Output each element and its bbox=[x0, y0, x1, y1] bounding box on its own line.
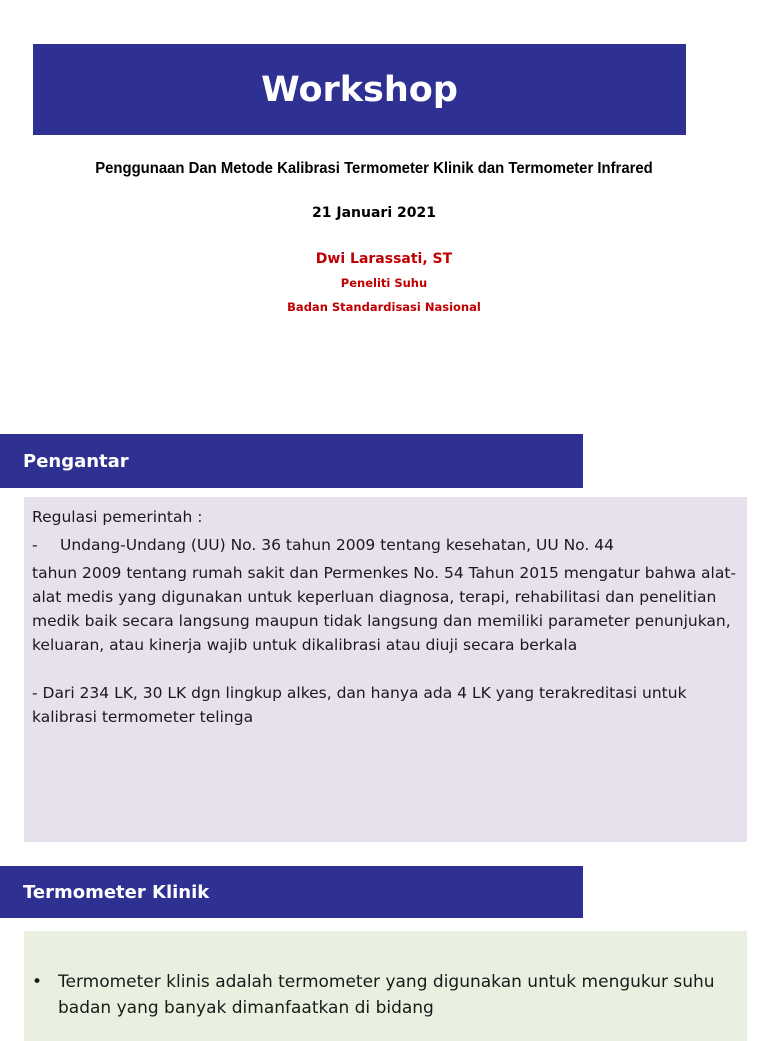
regulation-item-continuation: tahun 2009 tentang rumah sakit dan Permenkes No. 54 Tahun 2015 mengatur bahwa alat-alat medis yang digunakan untuk keperluan diagnosa, terapi, rehabilitasi dan penelitian medik baik secara langsung maupun tidak langsung dan memiliki parameter penunjukan, keluaran, atau kinerja wajib untuk dikalibrasi atau diuji secara berkala bbox=[32, 564, 737, 654]
section-heading-label: Pengantar bbox=[23, 450, 129, 472]
regulation-item-first-text: Undang-Undang (UU) No. 36 tahun 2009 tentang kesehatan, UU No. 44 bbox=[60, 536, 614, 554]
workshop-date: 21 Januari 2021 bbox=[312, 205, 436, 221]
workshop-title: Workshop bbox=[261, 69, 458, 110]
list-item bbox=[32, 969, 737, 1021]
section-heading-pengantar bbox=[0, 434, 583, 488]
author-name: Dwi Larassati, ST bbox=[315, 251, 453, 267]
lab-count-item: - Dari 234 LK, 30 LK dgn lingkup alkes, dan hanya ada 4 LK yang terakreditasi untuk kalibrasi termometer telinga bbox=[32, 684, 687, 726]
dash-marker: - bbox=[32, 536, 38, 554]
author-role: Peneliti Suhu bbox=[340, 276, 428, 290]
regulation-intro: Regulasi pemerintah : bbox=[32, 508, 203, 526]
bullet-text: Termometer klinis adalah termometer yang digunakan untuk mengukur suhu badan yang banyak dimanfaatkan di bidang bbox=[58, 972, 715, 1018]
termometer-klinik-content-box bbox=[24, 931, 747, 1041]
section-heading-label: Termometer Klinik bbox=[23, 881, 210, 903]
section-heading-termometer-klinik bbox=[0, 866, 583, 918]
workshop-subtitle: Penggunaan Dan Metode Kalibrasi Termometer Klinik dan Termometer Infrared bbox=[95, 160, 653, 177]
author-organization: Badan Standardisasi Nasional bbox=[287, 300, 481, 314]
pengantar-content-box bbox=[24, 497, 747, 842]
title-banner bbox=[33, 44, 686, 135]
bullet-icon: • bbox=[32, 972, 43, 992]
regulation-item-first-line bbox=[32, 533, 737, 557]
